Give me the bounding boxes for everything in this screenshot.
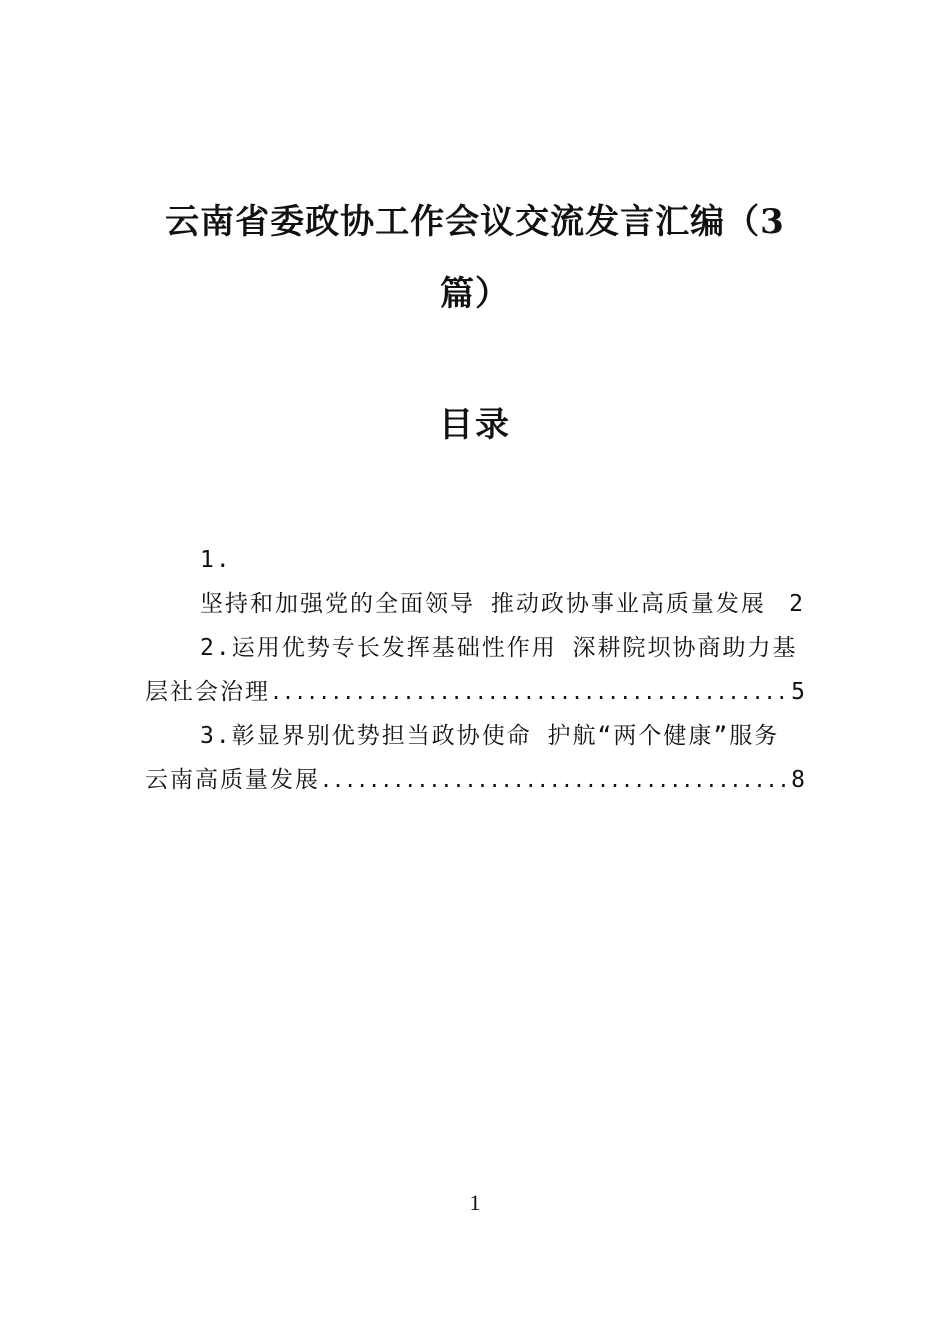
toc-entry-3-page: 8 bbox=[791, 767, 805, 793]
toc-entry-3-line2[interactable] bbox=[145, 758, 805, 802]
document-title-line1: 云南省委政协工作会议交流发言汇编（3 bbox=[165, 202, 785, 242]
toc-entry-2-line1[interactable] bbox=[145, 626, 805, 670]
toc-entry-3-title-line2[interactable]: 云南高质量发展 bbox=[145, 767, 320, 793]
toc-entry-2-title-line2[interactable]: 层社会治理 bbox=[145, 679, 270, 705]
toc-heading: 目录 bbox=[439, 405, 511, 445]
toc-entry-3-title-line1[interactable]: 3.彰显界别优势担当政协使命 护航“两个健康”服务 bbox=[200, 723, 780, 749]
toc-entry-1[interactable] bbox=[145, 582, 805, 626]
page-number-footer: 1 bbox=[469, 1190, 481, 1215]
toc-entry-2-title-line1[interactable]: 2.运用优势专长发挥基础性作用 深耕院坝协商助力基 bbox=[200, 635, 798, 661]
document-title-line2: 篇） bbox=[440, 274, 510, 314]
toc-entry-2-page: 5 bbox=[791, 679, 805, 705]
toc-entry-3-leader-dots bbox=[320, 758, 791, 802]
toc-entry-2-leader-dots bbox=[270, 670, 791, 714]
toc-entry-1-number-text: 1. bbox=[200, 547, 232, 573]
table-of-contents bbox=[145, 538, 805, 802]
toc-entry-3-line1[interactable] bbox=[145, 714, 805, 758]
document-title bbox=[150, 186, 800, 330]
toc-entry-2-line2[interactable] bbox=[145, 670, 805, 714]
toc-entry-1-title[interactable]: 坚持和加强党的全面领导 推动政协事业高质量发展 bbox=[200, 591, 766, 617]
toc-entry-1-page: 2 bbox=[789, 591, 805, 617]
toc-entry-1-number bbox=[145, 538, 805, 582]
